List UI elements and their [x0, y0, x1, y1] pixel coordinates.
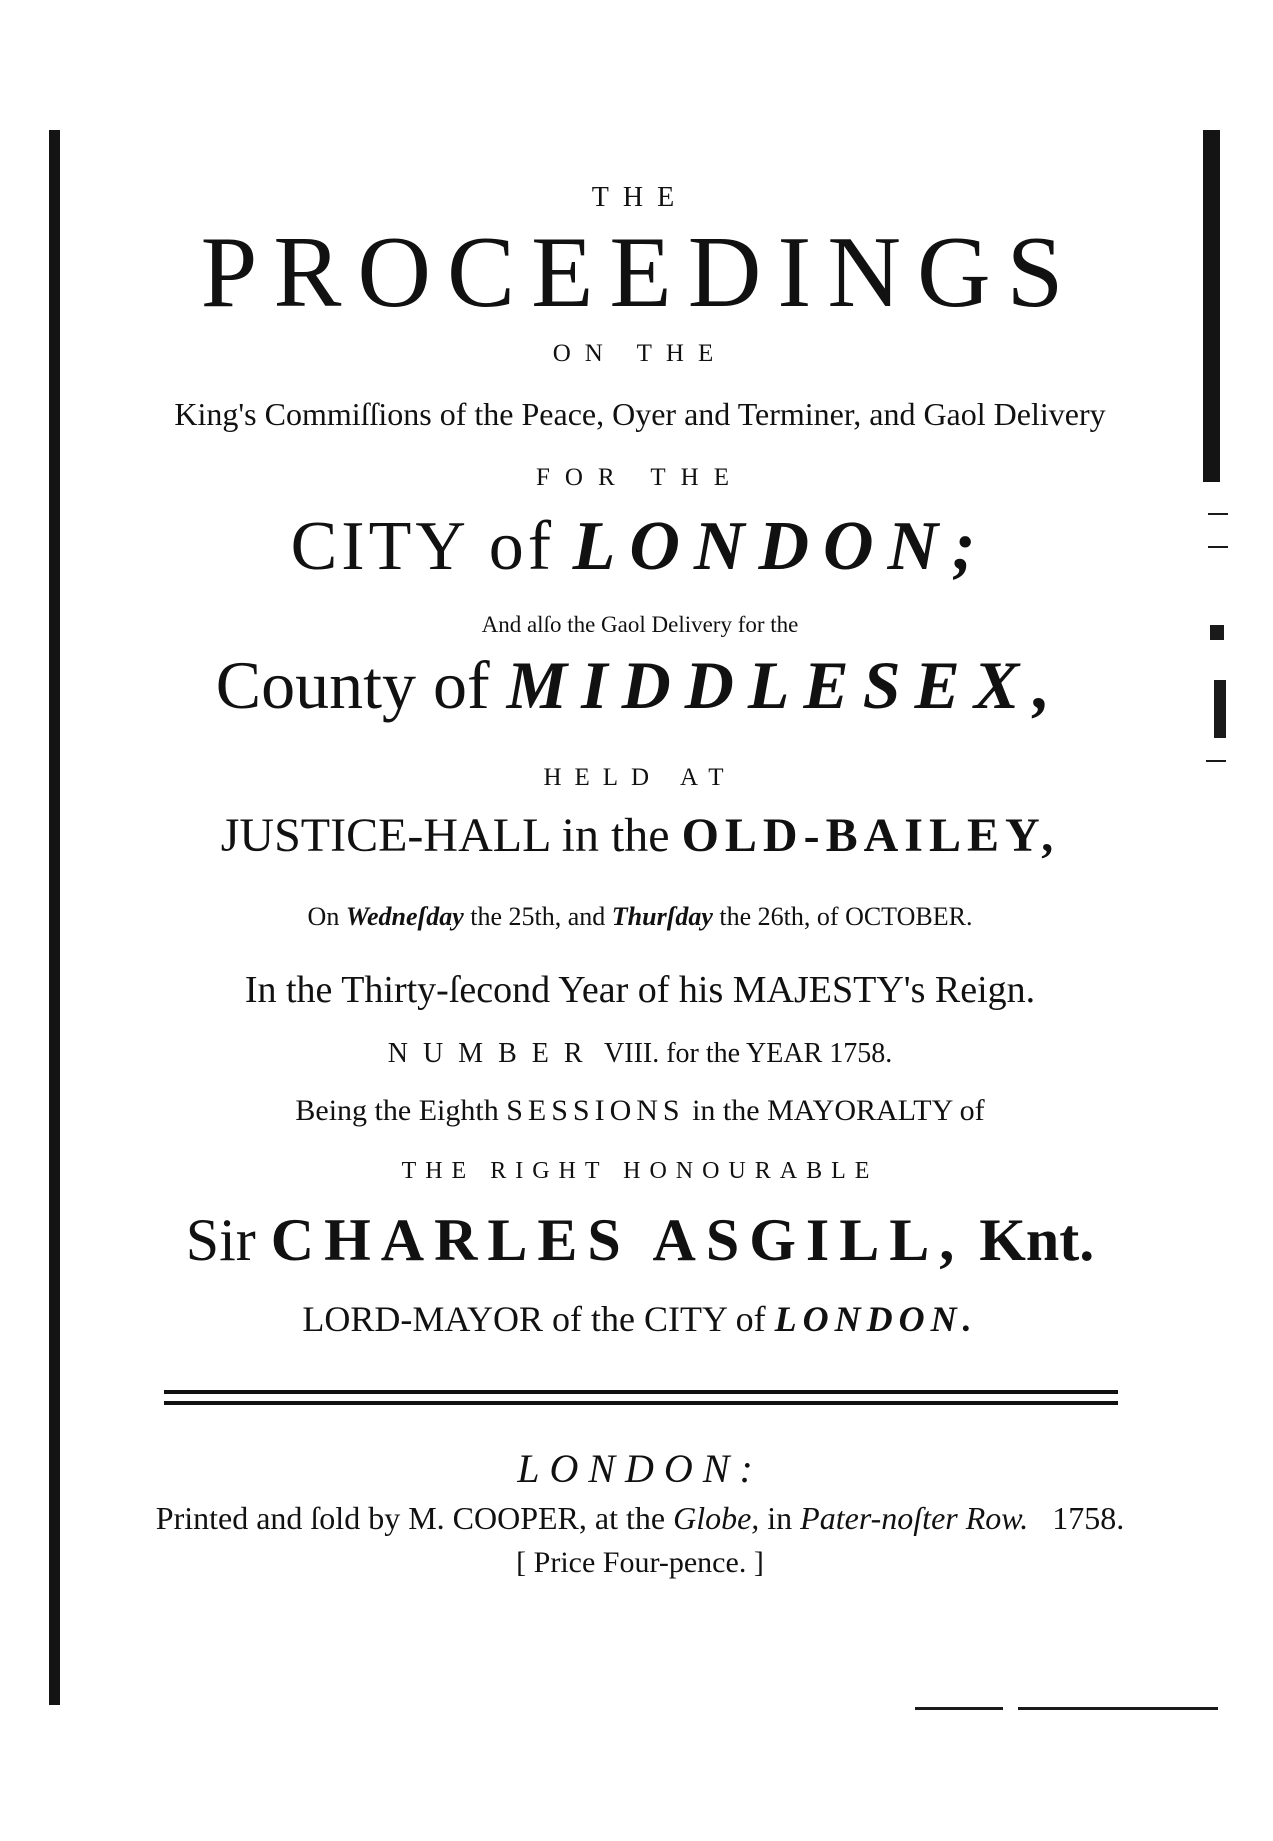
printed-by: Printed and ſold by M. COOPER, at the — [155, 1500, 666, 1536]
justice-hall-line — [140, 808, 1140, 863]
dates-end: the 26th, of OCTOBER. — [719, 902, 973, 931]
county-prefix: County of — [215, 647, 490, 723]
imprint-year: 1758. — [1052, 1500, 1125, 1536]
dates-thursday: Thurſday — [611, 902, 713, 931]
city-line — [140, 508, 1140, 585]
imprint-place: LONDON: — [517, 1446, 763, 1491]
lord-city: LONDON. — [774, 1299, 978, 1339]
number-value: VIII. for the YEAR 1758. — [604, 1038, 893, 1069]
imprint-in: in — [767, 1500, 793, 1536]
old-bailey: OLD-BAILEY, — [681, 809, 1060, 862]
sessions-word: SESSIONS — [506, 1094, 685, 1127]
edge-mark — [1214, 680, 1226, 738]
number-line — [140, 1038, 1140, 1070]
title-on-the: ON THE — [552, 340, 728, 367]
reign-line: In the Thirty-ſecond Year of his MAJESTY's Reign. — [244, 969, 1036, 1011]
edge-mark — [1210, 625, 1224, 640]
double-rule-divider — [164, 1390, 1118, 1408]
right-honourable: THE RIGHT HONOURABLE — [401, 1158, 879, 1184]
gaol-line: And alſo the Gaol Delivery for the — [481, 612, 799, 637]
number-label: NUMBER — [387, 1038, 598, 1069]
county-line — [140, 648, 1140, 723]
mayor-name: CHARLES ASGILL, — [270, 1207, 965, 1273]
being-line — [140, 1094, 1140, 1128]
price-line: [ Price Four-pence. ] — [516, 1546, 764, 1579]
commissions-line: King's Commiſſions of the Peace, Oyer and Terminer, and Gaol Delivery — [174, 396, 1106, 432]
edge-mark — [1208, 546, 1228, 548]
mayor-name-line — [140, 1206, 1140, 1275]
held-at: HELD AT — [543, 764, 737, 791]
right-border-rule — [1203, 130, 1220, 482]
dates-mid: the 25th, and — [470, 902, 606, 931]
city-name: LONDON; — [572, 508, 990, 585]
paternoster: Pater-noſter Row. — [800, 1500, 1029, 1536]
dates-line — [140, 902, 1140, 932]
dates-on: On — [307, 902, 340, 931]
knight: Knt. — [979, 1207, 1095, 1273]
lord-mayor-line — [140, 1298, 1140, 1340]
bottom-edge-mark — [1018, 1707, 1218, 1710]
being-post: in the MAYORALTY of — [692, 1094, 985, 1127]
city-prefix: CITY of — [290, 508, 556, 585]
sir: Sir — [185, 1207, 256, 1273]
being-pre: Being the Eighth — [295, 1094, 499, 1127]
title-for-the: FOR THE — [535, 464, 745, 491]
imprint-line — [140, 1500, 1140, 1537]
justice-hall: JUSTICE-HALL in the — [220, 809, 670, 862]
edge-mark — [1208, 513, 1228, 515]
title-proceedings: PROCEEDINGS — [200, 216, 1080, 329]
bottom-edge-mark — [915, 1707, 1003, 1710]
lord-mayor: LORD-MAYOR of the CITY of — [302, 1299, 766, 1339]
left-border-rule — [49, 130, 60, 1705]
county-name: MIDDLESEX, — [506, 647, 1065, 723]
title-the: THE — [591, 182, 689, 213]
dates-wednesday: Wedneſday — [345, 902, 464, 931]
globe: Globe, — [673, 1500, 760, 1536]
edge-mark — [1206, 760, 1226, 762]
